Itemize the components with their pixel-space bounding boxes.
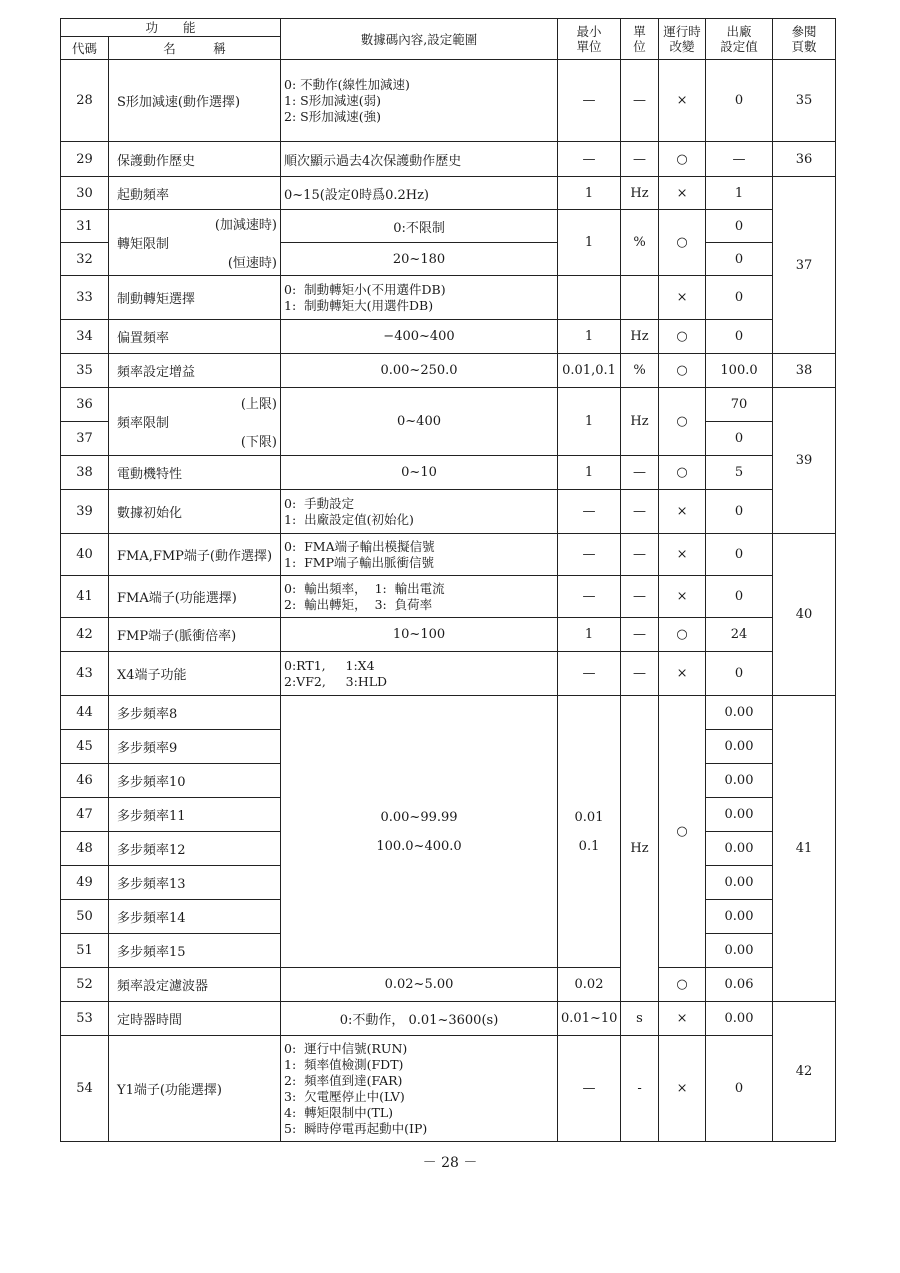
name-cell: 多步頻率14: [109, 900, 281, 934]
content-cell: 0:不動作， 0.01~3600(s): [281, 1002, 558, 1036]
table-row: [61, 276, 836, 320]
table-row: [61, 968, 836, 1002]
name-cell: 多步頻率11: [109, 798, 281, 832]
code-cell: 46: [61, 764, 109, 798]
change-cell: ×: [659, 1002, 706, 1036]
change-cell: ×: [659, 576, 706, 618]
change-cell: ○: [659, 210, 706, 276]
table-row: [61, 177, 836, 210]
header-min-unit: 最小 單位: [558, 19, 621, 60]
factory-cell: 0: [706, 210, 773, 243]
name-cell: 偏置頻率: [109, 320, 281, 354]
name-cell: 多步頻率15: [109, 934, 281, 968]
name-cell: 保護動作歷史: [109, 142, 281, 177]
content-cell: 0:RT1, 1:X4 2:VF2, 3:HLD: [281, 652, 558, 696]
table-row: [61, 320, 836, 354]
factory-cell: 0: [706, 490, 773, 534]
factory-cell: 0.00: [706, 696, 773, 730]
change-cell: ×: [659, 276, 706, 320]
min-unit-cell: —: [558, 142, 621, 177]
factory-cell: 0: [706, 576, 773, 618]
factory-cell: 70: [706, 388, 773, 422]
change-cell: ×: [659, 60, 706, 142]
code-cell: 44: [61, 696, 109, 730]
change-cell: ×: [659, 534, 706, 576]
min-unit-cell: —: [558, 534, 621, 576]
code-cell: 49: [61, 866, 109, 900]
min-unit-cell: 1: [558, 618, 621, 652]
code-cell: 36: [61, 388, 109, 422]
code-cell: 37: [61, 422, 109, 456]
unit-cell: —: [621, 618, 659, 652]
content-cell: 0~10: [281, 456, 558, 490]
name-cell: 數據初始化: [109, 490, 281, 534]
unit-cell: —: [621, 142, 659, 177]
content-cell: 0:不限制: [281, 210, 558, 243]
table-row: [61, 490, 836, 534]
content-cell: 0: 輸出頻率， 1: 輸出電流 2: 輸出轉矩， 3: 負荷率: [281, 576, 558, 618]
header-factory-setting: 出廠 設定值: [706, 19, 773, 60]
table-row: [61, 456, 836, 490]
change-cell: ×: [659, 652, 706, 696]
factory-cell: 0: [706, 1036, 773, 1142]
code-cell: 47: [61, 798, 109, 832]
content-cell: 0: 不動作(線性加減速) 1: S形加減速(弱) 2: S形加減速(強): [281, 60, 558, 142]
factory-cell: 0: [706, 276, 773, 320]
min-unit-cell: —: [558, 490, 621, 534]
code-cell: 34: [61, 320, 109, 354]
code-cell: 48: [61, 832, 109, 866]
change-cell: ○: [659, 618, 706, 652]
code-cell: 54: [61, 1036, 109, 1142]
content-cell: 0.00~99.99 100.0~400.0: [281, 696, 558, 968]
unit-cell: %: [621, 354, 659, 388]
name-cell: 頻率設定濾波器: [109, 968, 281, 1002]
name-cell: 制動轉矩選擇: [109, 276, 281, 320]
name-cell: S形加減速(動作選擇): [109, 60, 281, 142]
parameter-table: [60, 18, 836, 1142]
change-cell: ×: [659, 490, 706, 534]
min-unit-cell: 1: [558, 388, 621, 456]
page-cell: 37: [773, 177, 836, 354]
code-cell: 52: [61, 968, 109, 1002]
name-cell: 多步頻率13: [109, 866, 281, 900]
name-cell: FMA,FMP端子(動作選擇): [109, 534, 281, 576]
factory-cell: —: [706, 142, 773, 177]
factory-cell: 100.0: [706, 354, 773, 388]
name-cell: (加減速時) 轉矩限制 (恒速時): [109, 210, 281, 276]
unit-cell: Hz: [621, 696, 659, 1002]
table-row: [61, 388, 836, 422]
header-content: 數據碼內容,設定範圍: [281, 19, 558, 60]
unit-cell: —: [621, 60, 659, 142]
factory-cell: 0: [706, 60, 773, 142]
table-row: [61, 696, 836, 730]
table-row: [61, 576, 836, 618]
unit-cell: —: [621, 652, 659, 696]
code-cell: 51: [61, 934, 109, 968]
header-function: 功 能: [61, 19, 281, 37]
factory-cell: 0: [706, 652, 773, 696]
min-unit-cell: 1: [558, 456, 621, 490]
change-cell: ×: [659, 1036, 706, 1142]
factory-cell: 0.00: [706, 866, 773, 900]
header-reference-page: 參閱 頁數: [773, 19, 836, 60]
code-cell: 43: [61, 652, 109, 696]
factory-cell: 0.00: [706, 764, 773, 798]
page-cell: 35: [773, 60, 836, 142]
content-cell: 0: 運行中信號(RUN) 1: 頻率值檢測(FDT) 2: 頻率值到達(FAR) 3: 欠電壓停止中(LV) 4: 轉矩限制中(TL) 5: 瞬時停電再起動中(IP): [281, 1036, 558, 1142]
code-cell: 29: [61, 142, 109, 177]
code-cell: 38: [61, 456, 109, 490]
min-unit-cell: —: [558, 652, 621, 696]
min-unit-cell: 0.02: [558, 968, 621, 1002]
min-unit-cell: —: [558, 1036, 621, 1142]
page-cell: 41: [773, 696, 836, 1002]
code-cell: 40: [61, 534, 109, 576]
code-cell: 30: [61, 177, 109, 210]
name-cell: 多步頻率10: [109, 764, 281, 798]
header-name: 名 稱: [109, 37, 281, 60]
unit-cell: s: [621, 1002, 659, 1036]
change-cell: ○: [659, 354, 706, 388]
name-cell: (上限) 頻率限制 (下限): [109, 388, 281, 456]
content-cell: 20~180: [281, 243, 558, 276]
page-cell: 39: [773, 388, 836, 534]
min-unit-cell: —: [558, 576, 621, 618]
content-cell: 0: 手動設定 1: 出廠設定值(初始化): [281, 490, 558, 534]
content-cell: 0: 制動轉矩小(不用選件DB) 1: 制動轉矩大(用選件DB): [281, 276, 558, 320]
factory-cell: 1: [706, 177, 773, 210]
change-cell: ○: [659, 456, 706, 490]
unit-cell: —: [621, 576, 659, 618]
change-cell: ○: [659, 968, 706, 1002]
name-cell: 起動頻率: [109, 177, 281, 210]
unit-cell: —: [621, 534, 659, 576]
min-unit-cell: —: [558, 60, 621, 142]
table-row: [61, 60, 836, 142]
code-cell: 39: [61, 490, 109, 534]
name-cell: 多步頻率8: [109, 696, 281, 730]
name-cell: 定時器時間: [109, 1002, 281, 1036]
name-cell: X4端子功能: [109, 652, 281, 696]
factory-cell: 0.00: [706, 798, 773, 832]
table-row: [61, 210, 836, 243]
change-cell: ○: [659, 142, 706, 177]
torque-limit-name: 轉矩限制: [117, 237, 170, 252]
page-number: － 28 －: [422, 1155, 478, 1171]
table-row: [61, 1036, 836, 1142]
content-cell: 0: FMA端子輸出模擬信號 1: FMP端子輸出脈衝信號: [281, 534, 558, 576]
name-cell: 頻率設定增益: [109, 354, 281, 388]
factory-cell: 0.00: [706, 730, 773, 764]
change-cell: ○: [659, 388, 706, 456]
min-unit-cell: [558, 276, 621, 320]
code-cell: 28: [61, 60, 109, 142]
factory-cell: 24: [706, 618, 773, 652]
unit-cell: Hz: [621, 388, 659, 456]
min-unit-cell: 0.01 0.1: [558, 696, 621, 968]
min-unit-cell: 1: [558, 177, 621, 210]
factory-cell: 0.00: [706, 832, 773, 866]
change-cell: ○: [659, 696, 706, 968]
content-cell: 順次顯示過去4次保護動作歷史: [281, 142, 558, 177]
unit-cell: —: [621, 490, 659, 534]
name-cell: FMA端子(功能選擇): [109, 576, 281, 618]
code-cell: 35: [61, 354, 109, 388]
code-cell: 53: [61, 1002, 109, 1036]
header-code: 代碼: [61, 37, 109, 60]
factory-cell: 0: [706, 534, 773, 576]
name-cell: 電動機特性: [109, 456, 281, 490]
unit-cell: -: [621, 1036, 659, 1142]
table-row: [61, 618, 836, 652]
table-row: [61, 652, 836, 696]
unit-cell: [621, 276, 659, 320]
content-cell: 10~100: [281, 618, 558, 652]
content-cell: −400~400: [281, 320, 558, 354]
min-unit-cell: 0.01~10: [558, 1002, 621, 1036]
change-cell: ○: [659, 320, 706, 354]
content-cell: 0~400: [281, 388, 558, 456]
freq-limit-name: 頻率限制: [117, 416, 170, 431]
factory-cell: 0: [706, 243, 773, 276]
unit-cell: Hz: [621, 320, 659, 354]
content-cell: 0~15(設定0時爲0.2Hz): [281, 177, 558, 210]
factory-cell: 0: [706, 422, 773, 456]
unit-cell: %: [621, 210, 659, 276]
page-cell: 38: [773, 354, 836, 388]
factory-cell: 0.00: [706, 934, 773, 968]
code-cell: 31: [61, 210, 109, 243]
name-cell: Y1端子(功能選擇): [109, 1036, 281, 1142]
factory-cell: 0.06: [706, 968, 773, 1002]
code-cell: 33: [61, 276, 109, 320]
table-row: [61, 142, 836, 177]
min-unit-cell: 1: [558, 320, 621, 354]
code-cell: 45: [61, 730, 109, 764]
code-cell: 32: [61, 243, 109, 276]
factory-cell: 5: [706, 456, 773, 490]
page-cell: 36: [773, 142, 836, 177]
table-row: [61, 534, 836, 576]
table-row: [61, 354, 836, 388]
code-cell: 42: [61, 618, 109, 652]
min-unit-cell: 0.01,0.1: [558, 354, 621, 388]
code-cell: 50: [61, 900, 109, 934]
change-cell: ×: [659, 177, 706, 210]
page-cell: 42: [773, 1002, 836, 1142]
header-unit: 單 位: [621, 19, 659, 60]
name-cell: 多步頻率9: [109, 730, 281, 764]
min-unit-cell: 1: [558, 210, 621, 276]
table-row: [61, 1002, 836, 1036]
factory-cell: 0.00: [706, 1002, 773, 1036]
header-runtime-change: 運行時 改變: [659, 19, 706, 60]
factory-cell: 0: [706, 320, 773, 354]
content-cell: 0.02~5.00: [281, 968, 558, 1002]
name-cell: 多步頻率12: [109, 832, 281, 866]
name-cell: FMP端子(脈衝倍率): [109, 618, 281, 652]
unit-cell: —: [621, 456, 659, 490]
content-cell: 0.00~250.0: [281, 354, 558, 388]
unit-cell: Hz: [621, 177, 659, 210]
code-cell: 41: [61, 576, 109, 618]
page-cell: 40: [773, 534, 836, 696]
factory-cell: 0.00: [706, 900, 773, 934]
